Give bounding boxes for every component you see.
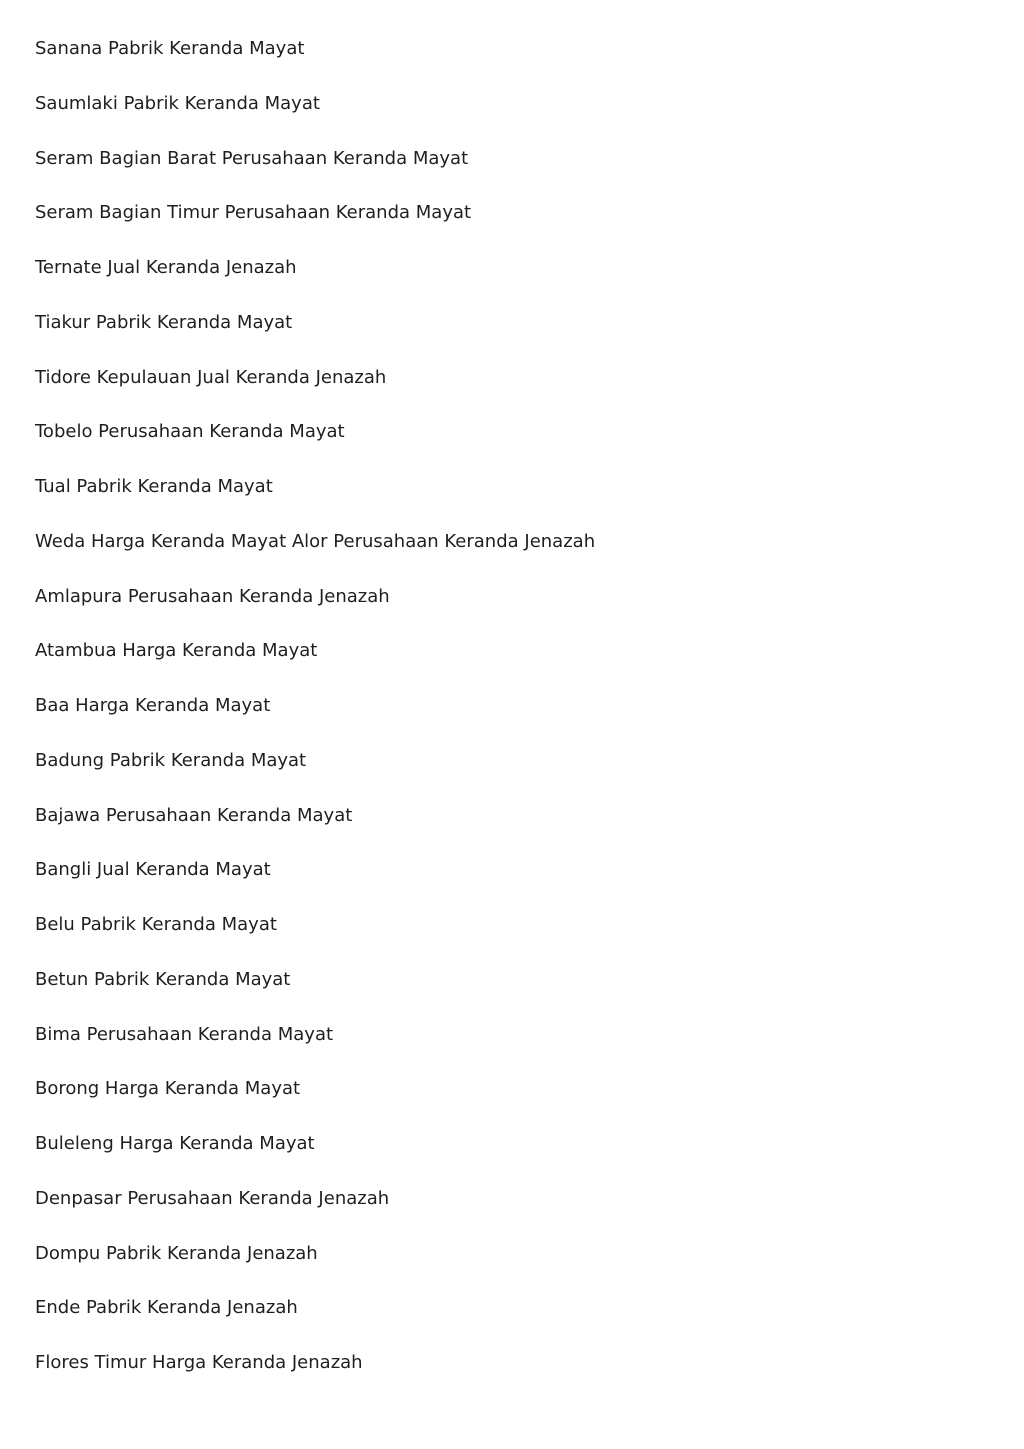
text-line: Bajawa Perusahaan Keranda Mayat — [35, 804, 353, 826]
text-line: Badung Pabrik Keranda Mayat — [35, 749, 307, 771]
text-line: Borong Harga Keranda Mayat — [35, 1078, 301, 1100]
text-line: Sanana Pabrik Keranda Mayat — [35, 38, 305, 59]
text-line: Atambua Harga Keranda Mayat — [35, 640, 318, 662]
text-line: Bangli Jual Keranda Mayat — [35, 859, 271, 881]
text-line: Betun Pabrik Keranda Mayat — [35, 968, 291, 990]
text-line: Tidore Kepulauan Jual Keranda Jenazah — [35, 366, 387, 388]
text-line: Denpasar Perusahaan Keranda Jenazah — [35, 1187, 390, 1209]
text-line-list — [35, 36, 595, 1405]
text-line: Tual Pabrik Keranda Mayat — [35, 476, 273, 497]
text-line: Seram Bagian Barat Perusahaan Keranda Mayat — [35, 147, 469, 169]
text-line: Ende Pabrik Keranda Jenazah — [35, 1297, 298, 1319]
text-line: Amlapura Perusahaan Keranda Jenazah — [35, 585, 390, 607]
text-line: Weda Harga Keranda Mayat Alor Perusahaan Keranda Jenazah — [35, 530, 596, 552]
text-line: Baa Harga Keranda Mayat — [35, 695, 271, 716]
text-line: Seram Bagian Timur Perusahaan Keranda Mayat — [35, 202, 472, 224]
text-line: Tiakur Pabrik Keranda Mayat — [35, 311, 293, 333]
text-line: Tobelo Perusahaan Keranda Mayat — [35, 421, 345, 443]
text-line: Flores Timur Harga Keranda Jenazah — [35, 1352, 363, 1373]
text-line: Buleleng Harga Keranda Mayat — [35, 1133, 315, 1154]
text-line: Bima Perusahaan Keranda Mayat — [35, 1023, 334, 1045]
text-line: Dompu Pabrik Keranda Jenazah — [35, 1242, 318, 1264]
text-line: Ternate Jual Keranda Jenazah — [35, 257, 297, 278]
text-line: Saumlaki Pabrik Keranda Mayat — [35, 92, 320, 114]
text-line: Belu Pabrik Keranda Mayat — [35, 914, 277, 935]
